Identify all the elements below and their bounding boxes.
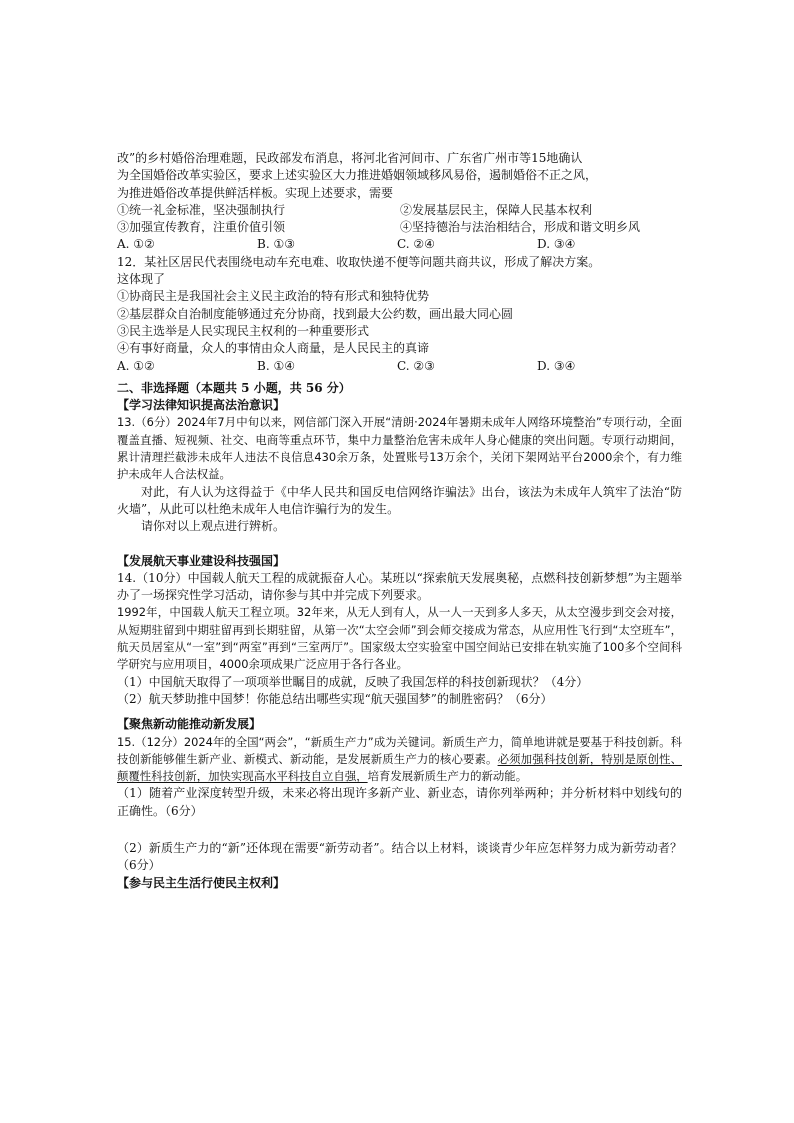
- q11-option-1: ①统一礼金标准，坚决强制执行: [117, 202, 286, 217]
- q12-option-3: ③民主选举是人民实现民主权利的一种重要形式: [117, 323, 370, 338]
- q12-choices: [117, 358, 682, 375]
- q11-options: [117, 202, 682, 237]
- q14-topic: 【发展航天事业建设科技强国】: [117, 553, 286, 568]
- q11-choice-a: A. ①②: [117, 237, 155, 252]
- q11-option-2: ②发展基层民主，保障人民基本权利: [400, 202, 593, 217]
- q12-choice-d: D. ③④: [537, 358, 576, 373]
- q11-stem-line-2: 为全国婚俗改革实验区，要求上述实验区大力推进婚姻领域移风易俗，遏制婚俗不正之风，: [117, 168, 598, 183]
- q13-topic: 【学习法律知识提高法治意识】: [117, 398, 286, 413]
- q11-choice-c: C. ②④: [397, 237, 435, 252]
- q12-choice-b: B. ①④: [257, 358, 295, 373]
- q14-intro: 14.（10分）中国载人航天工程的成就振奋人心。某班以“探索航天发展奥秘，点燃科技创新梦想”为主题举办了一场探究性学习活动，请你参与其中并完成下列要求。: [117, 570, 682, 603]
- q13-material: 13.（6分）2024年7月中旬以来，网信部门深入开展“清朗·2024年暑期未成年人网络环境整治”专项行动，全面覆盖直播、短视频、社交、电商等重点环节，集中力量整治危害未成年人身心健康的突出问题。专项行动期间，累计清理拦截涉未成年人违法不良信息430余万条，处置账号13万余个，关闭下架网站平台2000余个，有力维护未成年人合法权益。: [117, 415, 682, 482]
- question-15: [117, 716, 682, 874]
- q14-sub-1: （1）中国航天取得了一项项举世瞩目的成就，反映了我国怎样的科技创新现状？（4分）: [117, 674, 589, 689]
- q15-topic: 【聚焦新动能推动新发展】: [117, 717, 262, 732]
- question-11: [117, 150, 682, 254]
- q12-choice-a: A. ①②: [117, 358, 155, 373]
- question-14: [117, 553, 682, 709]
- q11-stem-line-1: 改”的乡村婚俗治理难题，民政部发布消息，将河北省河间市、广东省广州市等15地确认: [117, 151, 583, 165]
- q15-material-tail: 培育发展新质生产力的新动能。: [367, 769, 528, 784]
- section-2-heading: 二、非选择题（本题共 5 小题，共 56 分）: [117, 380, 351, 395]
- q12-choice-c: C. ②③: [397, 358, 435, 373]
- q13-paragraph-2: 对此，有人认为这得益于《中华人民共和国反电信网络诈骗法》出台，该法为未成年人筑牢了法治“防火墙”，从此可以杜绝未成年人电信诈骗行为的发生。: [117, 484, 682, 516]
- q11-choice-d: D. ③④: [537, 237, 576, 252]
- q12-option-4: ④有事好商量，众人的事情由众人商量，是人民民主的真谛: [117, 341, 430, 356]
- q14-sub-2: （2）航天梦助推中国梦！你能总结出哪些实现“航天强国梦”的制胜密码？（6分）: [117, 691, 553, 706]
- q12-stem-line-2: 这体现了: [117, 272, 166, 287]
- exam-page: [117, 150, 682, 892]
- q14-material: 1992年，中国载人航天工程立项。32年来，从无人到有人，从一人一天到多人多天，从太空漫步到交会对接，从短期驻留到中期驻留再到长期驻留，从第一次“太空会师”到会师交接成为常态，从应用性飞行到“太空班车”，航天员居室从“一室”到“两室”再到“三室两厅”。国家级太空实验室中国空间站已安排在轨实施了100多个空间科学研究与应用项目，4000余项成果广泛应用于各行各业。: [117, 605, 682, 672]
- q11-stem-line-3: 为推进婚俗改革提供鲜活样板。实现上述要求，需要: [117, 185, 394, 200]
- q16-topic: 【参与民主生活行使民主权利】: [117, 875, 286, 890]
- q15-sub-1: （1）随着产业深度转型升级，未来必将出现许多新产业、新业态，请你列举两种；并分析材料中划线句的正确性。（6分）: [117, 786, 682, 818]
- q11-choices: [117, 236, 682, 253]
- answer-space: [117, 708, 682, 716]
- question-13: [117, 397, 682, 535]
- q13-ask: 请你对以上观点进行辨析。: [141, 519, 286, 534]
- q11-choice-b: B. ①③: [257, 237, 295, 252]
- q12-stem-line-1: 12．某社区居民代表围绕电动车充电难、收取快递不便等问题共商共议，形成了解决方案。: [117, 254, 601, 269]
- question-12: [117, 254, 682, 375]
- q15-material-plain: 15.（12分）2024年的全国“两会”，“新质生产力”成为关键词。新质生产力，简单地讲就是要基于科技创新。科技创新能够催生新产业、新模式、新动能，是发展新质生产力的核心要素。: [117, 734, 682, 766]
- q15-sub-2: （2）新质生产力的“新”还体现在需要“新劳动者”。结合以上材料，谈谈青少年应怎样努力成为新劳动者？（6分）: [117, 840, 682, 873]
- answer-space: [117, 536, 682, 553]
- q15-material: [117, 734, 682, 786]
- q11-option-4: ④坚持德治与法治相结合，形成和谐文明乡风: [400, 220, 641, 235]
- q12-option-1: ①协商民主是我国社会主义民主政治的特有形式和独特优势: [117, 289, 430, 304]
- q11-option-3: ③加强宣传教育，注重价值引领: [117, 220, 286, 235]
- q15-underlined-sentence: 必须加强科技创新，特别是原创性、颠覆性科技创新，加快实现高水平科技自立自强，: [117, 751, 682, 784]
- answer-space: [117, 820, 682, 840]
- q12-option-2: ②基层群众自治制度能够通过充分协商，找到最大公约数，画出最大同心圆: [117, 306, 514, 321]
